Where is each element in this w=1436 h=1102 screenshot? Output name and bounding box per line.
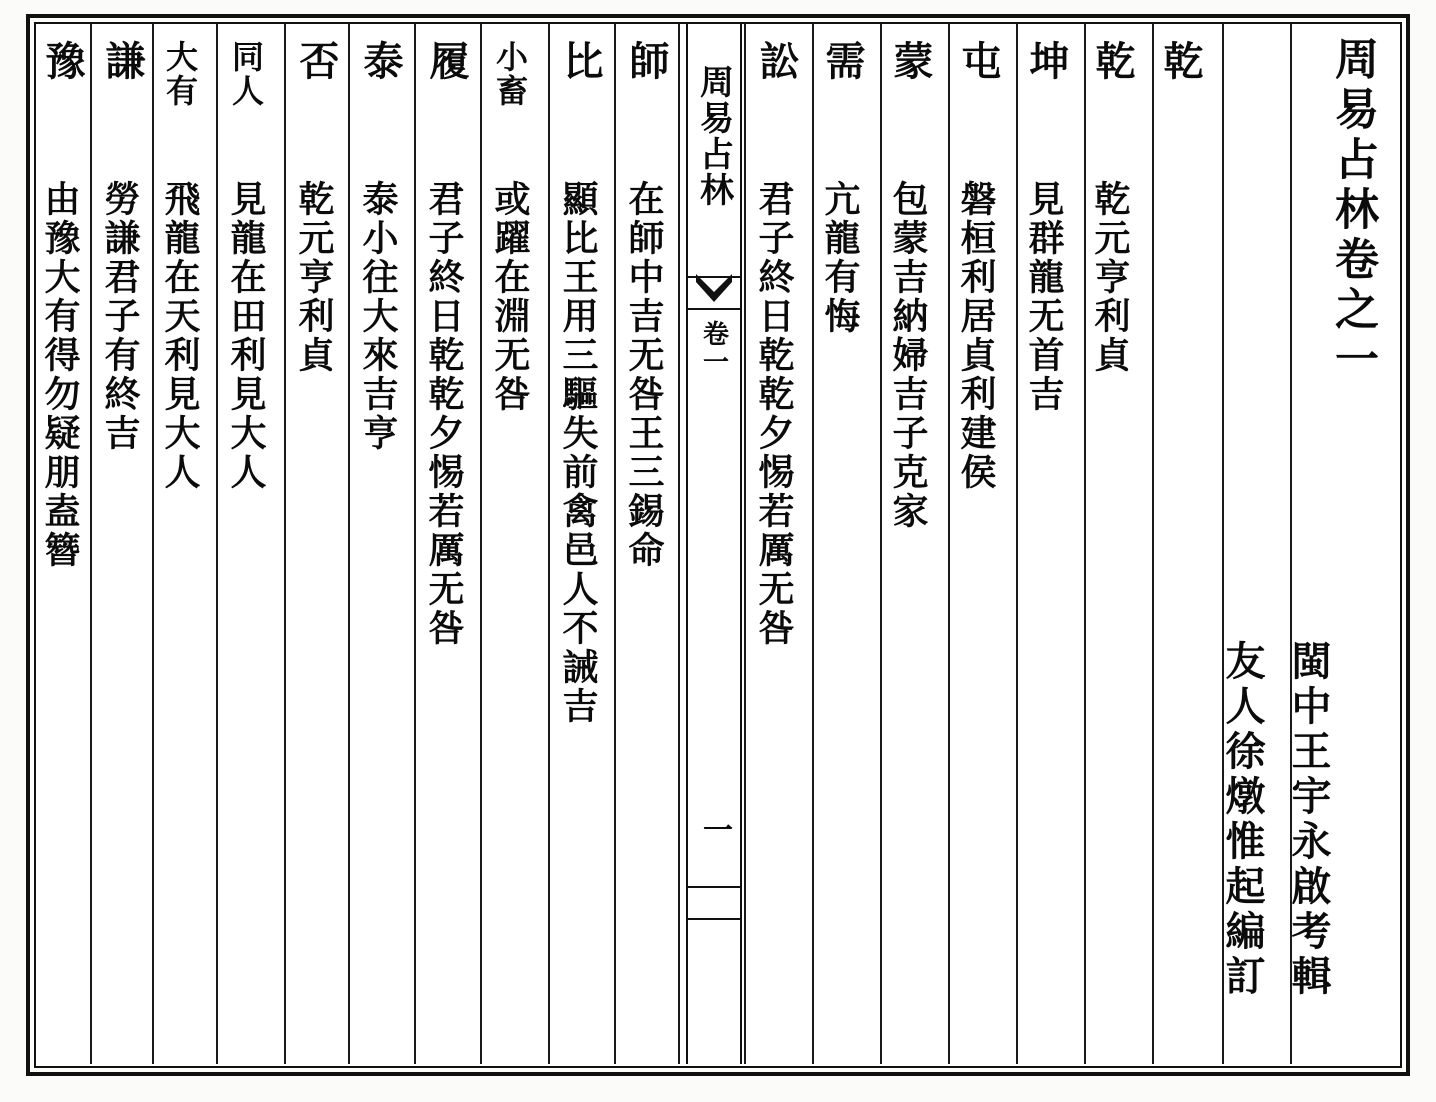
column-rule <box>744 24 746 1064</box>
column-rule <box>480 24 482 1064</box>
hexagram-text: 乾元亨利貞 <box>293 180 335 375</box>
hexagram-name: 泰 <box>357 40 404 83</box>
column-rule <box>812 24 814 1064</box>
hexagram-text: 或躍在淵无咎 <box>489 180 531 414</box>
banner-separator <box>688 308 740 310</box>
column-rule <box>1016 24 1018 1064</box>
column-rule <box>284 24 286 1064</box>
column-rule <box>90 24 92 1064</box>
hexagram-name: 否 <box>293 40 340 83</box>
attribution-editor: 友人徐燉惟起編訂 <box>1219 640 1266 1000</box>
hexagram-name: 履 <box>423 40 470 83</box>
column-rule <box>216 24 218 1064</box>
hexagram-text: 顯比王用三驅失前禽邑人不誡吉 <box>557 180 599 726</box>
hexagram-text: 磐桓利居貞利建侯 <box>955 180 997 492</box>
hexagram-name: 比 <box>557 40 604 83</box>
hexagram-text: 包蒙吉納婦吉子克家 <box>887 180 929 531</box>
banner-volume-label: 卷一 <box>698 320 729 376</box>
hexagram-name: 乾 <box>1157 40 1204 83</box>
column-rule <box>948 24 950 1064</box>
hexagram-name: 大有 <box>161 40 199 108</box>
hexagram-name: 蒙 <box>887 40 934 83</box>
attribution-compiler: 閩中王宇永啟考輯 <box>1285 640 1332 1000</box>
hexagram-text: 泰小往大來吉亨 <box>357 180 399 453</box>
hexagram-name: 訟 <box>753 40 800 83</box>
hexagram-name: 需 <box>819 40 866 83</box>
column-rule <box>678 24 680 1064</box>
column-rule <box>348 24 350 1064</box>
column-rule <box>880 24 882 1064</box>
column-rule <box>614 24 616 1064</box>
hexagram-text: 亢龍有悔 <box>819 180 861 336</box>
hexagram-text: 飛龍在天利見大人 <box>159 180 201 492</box>
document-title: 周易占林卷之一 <box>1327 36 1378 386</box>
column-rule <box>152 24 154 1064</box>
column-rule <box>548 24 550 1064</box>
column-rule <box>1152 24 1154 1064</box>
hexagram-text: 由豫大有得勿疑朋盍簪 <box>39 180 81 570</box>
center-banner <box>686 24 742 1064</box>
banner-page-number: 一 <box>697 814 732 844</box>
hexagram-text: 乾元亨利貞 <box>1089 180 1131 375</box>
fishtail-mark-icon <box>694 272 734 306</box>
hexagram-text: 君子終日乾乾夕惕若厲无咎 <box>753 180 795 648</box>
hexagram-name: 乾 <box>1089 40 1136 83</box>
hexagram-name: 同人 <box>227 40 265 108</box>
hexagram-name: 小畜 <box>491 40 529 108</box>
banner-separator <box>688 918 740 920</box>
hexagram-text: 在師中吉无咎王三錫命 <box>623 180 665 570</box>
banner-book-title: 周易占林 <box>693 64 734 208</box>
banner-separator <box>688 886 740 888</box>
hexagram-name: 師 <box>623 40 670 83</box>
hexagram-text: 勞謙君子有終吉 <box>99 180 141 453</box>
hexagram-text: 君子終日乾乾夕惕若厲无咎 <box>423 180 465 648</box>
hexagram-text: 見群龍无首吉 <box>1023 180 1065 414</box>
hexagram-name: 屯 <box>955 40 1002 83</box>
hexagram-name: 坤 <box>1023 40 1070 83</box>
column-rule <box>1084 24 1086 1064</box>
column-rule <box>414 24 416 1064</box>
hexagram-name: 豫 <box>39 40 86 83</box>
hexagram-name: 謙 <box>99 40 146 83</box>
hexagram-text: 見龍在田利見大人 <box>225 180 267 492</box>
